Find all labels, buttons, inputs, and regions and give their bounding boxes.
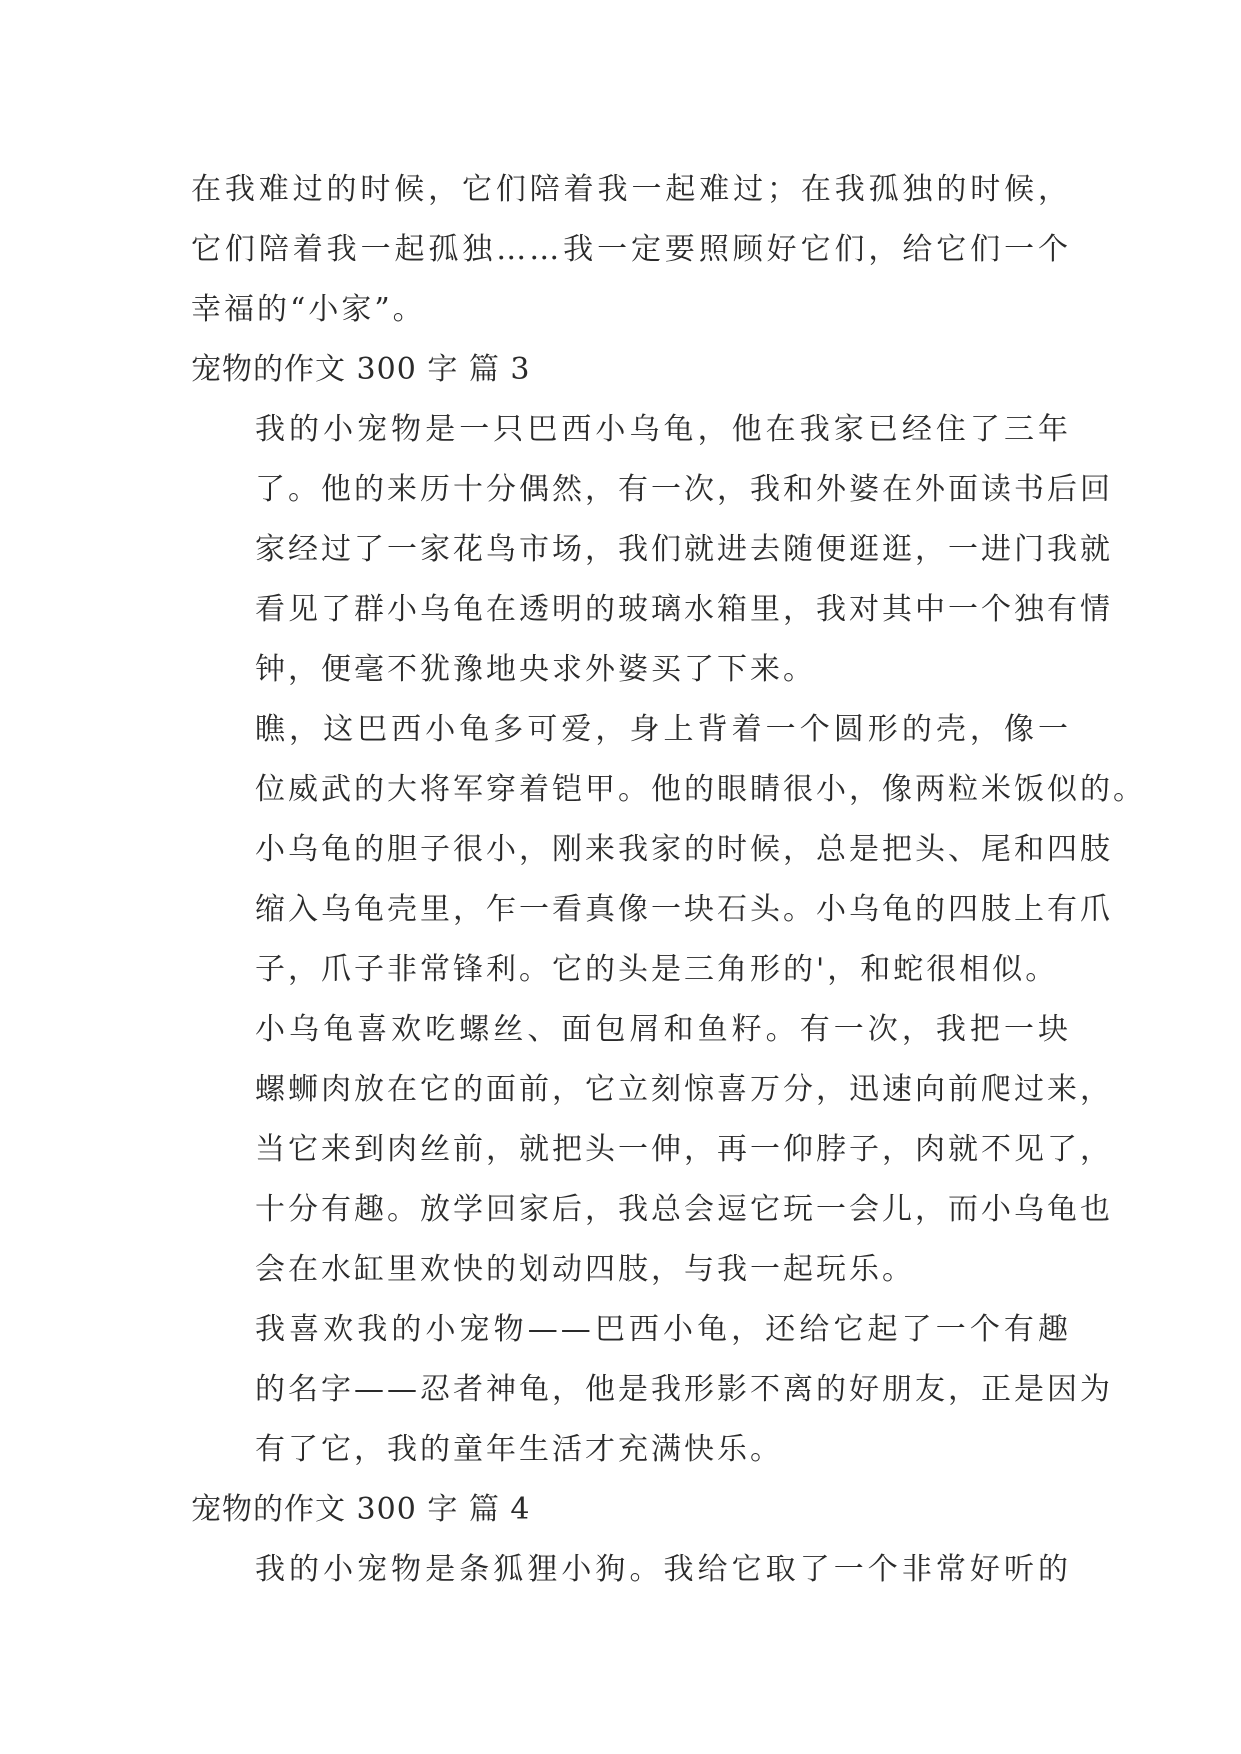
text-line: 幸福的“小家”。 (191, 292, 426, 327)
text-line: 螺蛳肉放在它的面前，它立刻惊喜万分，迅速向前爬过来， (255, 1072, 1113, 1107)
text-line: 小乌龟喜欢吃螺丝、面包屑和鱼籽。有一次，我把一块 (255, 1012, 1071, 1047)
text-line: 的名字——忍者神龟，他是我形影不离的好朋友，正是因为 (255, 1372, 1113, 1407)
text-line: 了。他的来历十分偶然，有一次，我和外婆在外面读书后回 (255, 472, 1113, 507)
paragraph (191, 1000, 1113, 1300)
text-line: 我的小宠物是条狐狸小狗。我给它取了一个非常好听的 (255, 1552, 1071, 1587)
paragraph (191, 700, 1146, 1000)
text-line: 在我难过的时候，它们陪着我一起难过；在我孤独的时候， (191, 172, 1071, 207)
text-line: 十分有趣。放学回家后，我总会逗它玩一会儿，而小乌龟也 (255, 1192, 1113, 1227)
paragraph-continuation (191, 160, 1071, 340)
text-line: 看见了群小乌龟在透明的玻璃水箱里，我对其中一个独有情 (255, 592, 1113, 627)
text-line: 有了它，我的童年生活才充满快乐。 (255, 1432, 783, 1467)
text-line: 子，爪子非常锋利。它的头是三角形的'，和蛇很相似。 (255, 952, 1059, 987)
paragraph (191, 1300, 1113, 1480)
text-line: 我喜欢我的小宠物——巴西小龟，还给它起了一个有趣 (255, 1312, 1071, 1347)
text-line: 当它来到肉丝前，就把头一伸，再一仰脖子，肉就不见了， (255, 1132, 1113, 1167)
text-line: 缩入乌龟壳里，乍一看真像一块石头。小乌龟的四肢上有爪 (255, 892, 1113, 927)
section-heading-4: 宠物的作文 300 字 篇 4 (191, 1492, 531, 1527)
text-line: 会在水缸里欢快的划动四肢，与我一起玩乐。 (255, 1252, 915, 1287)
text-line: 小乌龟的胆子很小，刚来我家的时候，总是把头、尾和四肢 (255, 832, 1113, 867)
text-line: 钟，便毫不犹豫地央求外婆买了下来。 (255, 652, 816, 687)
document-body (191, 160, 1146, 1600)
paragraph (191, 1540, 1071, 1600)
paragraph (191, 400, 1113, 700)
text-line: 它们陪着我一起孤独……我一定要照顾好它们，给它们一个 (191, 232, 1071, 267)
section-heading-3: 宠物的作文 300 字 篇 3 (191, 352, 531, 387)
text-line: 家经过了一家花鸟市场，我们就进去随便逛逛，一进门我就 (255, 532, 1113, 567)
text-line: 位威武的大将军穿着铠甲。他的眼睛很小，像两粒米饭似的。 (255, 772, 1146, 807)
text-line: 我的小宠物是一只巴西小乌龟，他在我家已经住了三年 (255, 412, 1071, 447)
text-line: 瞧，这巴西小龟多可爱，身上背着一个圆形的壳，像一 (255, 712, 1071, 747)
